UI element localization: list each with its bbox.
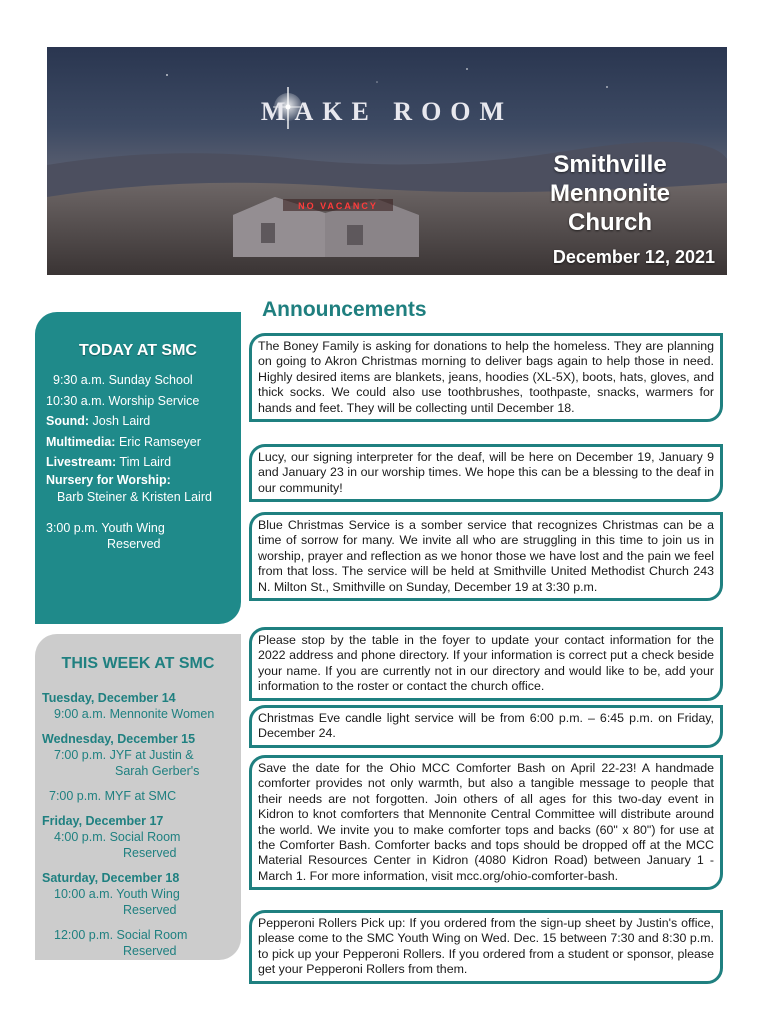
- week-heading: THIS WEEK AT SMC: [61, 655, 215, 672]
- event-item: 9:00 a.m. Mennonite Women: [54, 707, 215, 721]
- role-label: Sound:: [46, 414, 90, 428]
- schedule-line: 10:30 a.m. Worship Service: [46, 393, 200, 408]
- day-heading: Friday, December 17: [42, 814, 164, 828]
- role-value: Josh Laird: [92, 414, 151, 428]
- church-name: [525, 150, 695, 237]
- day-heading: Saturday, December 18: [42, 871, 180, 885]
- church-name-line: Mennonite: [550, 180, 670, 207]
- announcement-box: [249, 444, 723, 502]
- event-item-cont: Reserved: [123, 846, 177, 860]
- event-item-cont: Reserved: [123, 944, 177, 958]
- role-multimedia: [35, 432, 241, 453]
- announcement-box: [249, 755, 723, 890]
- bulletin-date: December 12, 2021: [552, 247, 715, 267]
- event-item: 4:00 p.m. Social Room: [54, 830, 181, 844]
- today-at-smc-panel: [35, 312, 241, 624]
- announcement-box: [249, 910, 723, 984]
- event-item: 12:00 p.m. Social Room: [54, 928, 188, 942]
- role-value: Eric Ramseyer: [118, 434, 201, 449]
- this-week-panel: [35, 634, 241, 960]
- church-name-line: Smithville: [553, 151, 667, 178]
- announcement-text: Christmas Eve candle light service will be from 6:00 p.m. – 6:45 p.m. on Friday, December 24.: [258, 711, 714, 741]
- event-item-cont: Sarah Gerber's: [115, 764, 200, 778]
- announcement-text: Lucy, our signing interpreter for the deaf, will be here on December 19, January 9 and January 23 in our worship times. We hope this can be a blessing to the deaf in our community!: [258, 450, 714, 495]
- today-heading: TODAY AT SMC: [79, 342, 197, 359]
- vacancy-sign: NO VACANCY: [298, 201, 378, 211]
- schedule-line: 9:30 a.m. Sunday School: [53, 373, 193, 387]
- church-name-line: Church: [568, 209, 652, 236]
- banner-title: MAKE ROOM: [260, 97, 514, 126]
- announcement-box: [249, 705, 723, 748]
- banner-image: [47, 47, 727, 275]
- nursery-label: [35, 473, 241, 488]
- announcement-box: [249, 512, 723, 601]
- event-item: 7:00 p.m. JYF at Justin &: [54, 748, 194, 762]
- event-item: 10:00 a.m. Youth Wing: [54, 887, 180, 901]
- role-label: Multimedia:: [46, 434, 116, 449]
- role-label: Livestream:: [46, 455, 117, 469]
- announcement-text: Pepperoni Rollers Pick up: If you ordered from the sign-up sheet by Justin's office, please come to the SMC Youth Wing on Wed. Dec. 15 between 7:30 and 8:30 p.m. to pick up your Pepperoni Rollers. If you ordered from a student or sponsor, please get your Pepperoni Rollers from them.: [258, 916, 714, 977]
- nursery-value: Barb Steiner & Kristen Laird: [57, 489, 212, 504]
- announcement-text: The Boney Family is asking for donations to help the homeless. They are planning on going to Akron Christmas morning to deliver bags again to help those in need. Highly desired items are blankets, jeans, hoodies (XL-5X), boots, hats, gloves, and thick socks. We could also use toothbrushes, toothpaste, snacks, warmers for hands and feet. They will be collecting until December 18.: [258, 339, 714, 415]
- role-sound: [35, 411, 241, 432]
- role-livestream: [35, 452, 241, 473]
- announcement-text: Blue Christmas Service is a somber service that recognizes Christmas can be a time of sorrow for many. We invite all who are struggling in this time to join us in worship, prayer and reflection as we honor those we have lost and the pain we feel from that loss. The service will be held at Smithville United Methodist Church 243 N. Milton St., Smithville on Sunday, December 19 at 3:30 p.m.: [258, 518, 714, 594]
- youth-wing-line: 3:00 p.m. Youth Wing: [46, 520, 165, 535]
- announcement-text: Save the date for the Ohio MCC Comforter Bash on April 22-23! A handmade comforter provides not only warmth, but also a tangible message to people that their needs are not forgotten. Join others of all ages for this two-day event in Kidron to knot comforters that Mennonite Central Committee will distribute around the world. We invite you to make comforter tops and backs (60" x 80") for use at the Comforter Bash. Comforter backs and tops should be dropped off at the MCC Material Resources Center in Kidron (4080 Kidron Road) between January 1 - March 1. For more information, visit mcc.org/ohio-comforter-bash.: [258, 761, 714, 883]
- role-value: Tim Laird: [119, 455, 172, 469]
- event-item: 7:00 p.m. MYF at SMC: [49, 789, 177, 803]
- youth-wing-status: Reserved: [107, 536, 161, 551]
- announcement-text: Please stop by the table in the foyer to update your contact information for the 2022 address and phone directory. If your information is correct put a check beside your name. If you are currently not in our directory and would like to be, add your information to the roster or contact the church office.: [258, 633, 714, 694]
- announcement-box: [249, 333, 723, 422]
- announcements-heading: Announcements: [262, 298, 427, 321]
- nursery-label-text: Nursery for Worship:: [46, 472, 171, 487]
- day-heading: Wednesday, December 15: [42, 732, 196, 746]
- day-heading: Tuesday, December 14: [42, 691, 176, 705]
- announcement-box: [249, 627, 723, 701]
- event-item-cont: Reserved: [123, 903, 177, 917]
